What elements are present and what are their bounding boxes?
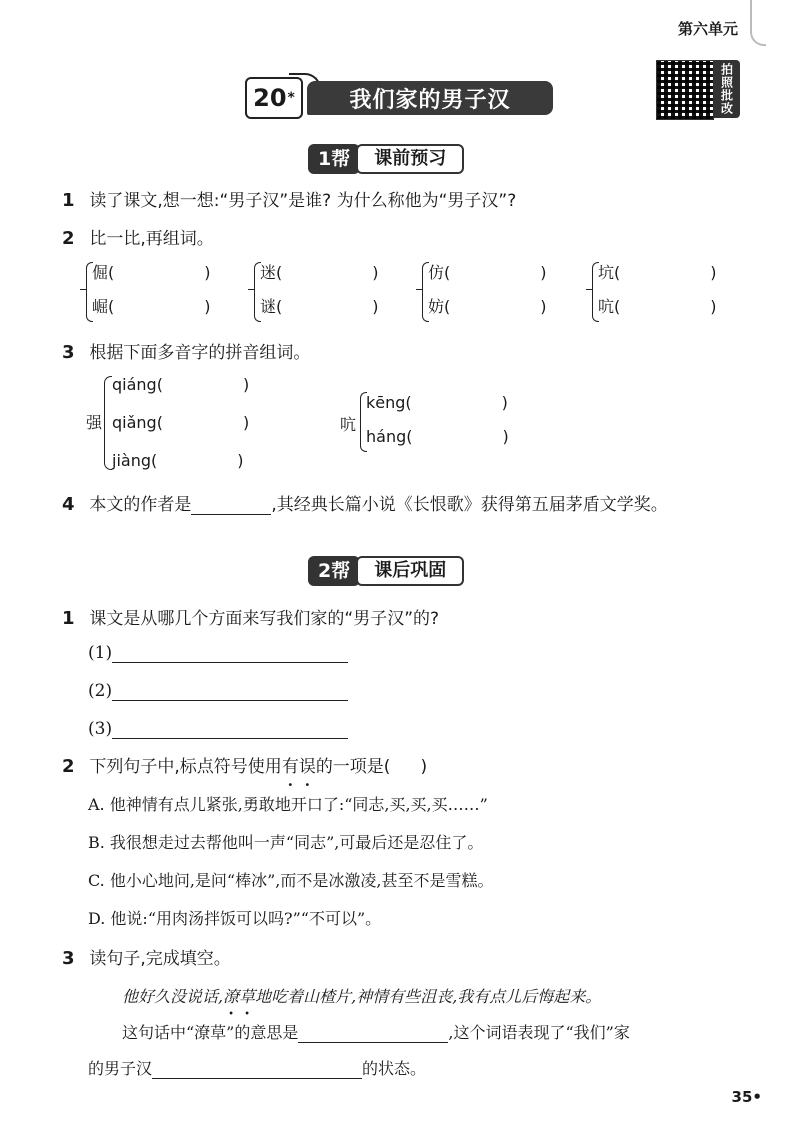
section-tag: 1帮: [308, 144, 360, 174]
brace-tick: [80, 289, 86, 290]
paren: ): [372, 263, 379, 282]
word-pair-3: [428, 256, 547, 324]
question-number: 2: [62, 228, 75, 249]
pair-char: 倔(: [92, 263, 115, 282]
paren: ): [204, 297, 211, 316]
page-number: [732, 1088, 762, 1106]
state-blank[interactable]: [152, 1059, 362, 1079]
qr-code-icon[interactable]: [656, 60, 714, 120]
pinyin: háng(: [366, 427, 413, 446]
polyphone-group-2: [366, 386, 509, 454]
review-question-1: [62, 604, 439, 629]
question-number: 3: [62, 948, 75, 969]
item-label: (3): [88, 719, 113, 739]
word-pair-2: [260, 256, 379, 324]
lesson-number-text: 20: [253, 84, 287, 112]
question-text-cont: 的一项是(: [315, 757, 391, 777]
question-text: 读了课文,想一想:“男子汉”是谁? 为什么称他为“男子汉”?: [89, 191, 517, 211]
paren: ): [710, 297, 717, 316]
pinyin: kēng(: [366, 393, 412, 412]
question-text: 课文是从哪几个方面来写我们家的“男子汉”的?: [89, 609, 440, 629]
question-number: 1: [62, 190, 75, 211]
quote-text: 他好久没说话,: [122, 987, 224, 1006]
paren: ): [710, 263, 717, 282]
pair-char: 坑(: [598, 263, 621, 282]
paren: ): [242, 413, 250, 432]
option-a: A. 他神情有点儿紧张,勇敢地开口了:“同志,买,买,买……”: [88, 795, 488, 814]
question-number: 2: [62, 756, 75, 777]
quote-text-cont: 地吃着山楂片,神情有些沮丧,我有点儿后悔起来。: [255, 987, 602, 1006]
question-number: 3: [62, 342, 75, 363]
lesson-title: 我们家的男子汉: [307, 81, 553, 115]
meaning-blank[interactable]: [298, 1023, 448, 1043]
pair-char: 仿(: [428, 263, 451, 282]
emphasis-char: 草: [239, 987, 256, 1006]
fill-text: 这句话中“潦草”的意思是: [122, 1023, 299, 1042]
answer-line-1: [88, 642, 348, 663]
answer-line-2: [88, 680, 348, 701]
page-corner-decoration: [750, 0, 766, 46]
question-text: 本文的作者是: [89, 495, 192, 515]
answer-blank[interactable]: [112, 642, 348, 663]
question-3: [62, 338, 310, 363]
lesson-number: [245, 77, 303, 119]
lesson-title-block: [245, 73, 555, 119]
polyphone-char-1: 强: [86, 413, 103, 432]
question-2: [62, 224, 214, 249]
question-text: 比一比,再组词。: [89, 229, 214, 249]
pinyin: jiàng(: [112, 451, 158, 470]
item-label: (1): [88, 643, 113, 663]
emphasis-char: 潦: [223, 987, 240, 1006]
paren: ): [420, 757, 428, 777]
word-pair-4: [598, 256, 717, 324]
paren: ): [204, 263, 211, 282]
item-label: (2): [88, 681, 113, 701]
page-dot: •: [752, 1088, 762, 1106]
paren: ): [237, 451, 244, 470]
fill-text-cont: ,这个词语表现了“我们”家: [448, 1023, 630, 1042]
paren: ): [540, 263, 547, 282]
section-name: 课后巩固: [356, 556, 464, 586]
pair-char: 妨(: [428, 297, 451, 316]
question-1: [62, 186, 516, 211]
fill-text: 的男子汉: [88, 1059, 153, 1078]
answer-blank[interactable]: [112, 718, 348, 739]
answer-line-3: [88, 718, 348, 739]
review-question-3: [62, 944, 231, 969]
quoted-sentence: [122, 984, 601, 1007]
emphasis-char: 误: [298, 757, 316, 777]
brace-tick: [586, 289, 592, 290]
section-tag: 2帮: [308, 556, 360, 586]
fill-line-2: [88, 1056, 426, 1079]
polyphone-char-2: 吭: [340, 415, 357, 434]
question-text: 根据下面多音字的拼音组词。: [89, 343, 311, 363]
emphasis-char: 有: [281, 757, 299, 777]
answer-blank[interactable]: [112, 680, 348, 701]
paren: ): [372, 297, 379, 316]
paren: ): [242, 375, 250, 394]
lesson-mark: *: [287, 90, 295, 106]
brace: [360, 392, 367, 452]
word-pair-1: [92, 256, 211, 324]
paren: ): [501, 393, 508, 412]
review-question-2: [62, 752, 427, 777]
pair-char: 谜(: [260, 297, 283, 316]
page-number-text: 35: [731, 1088, 753, 1106]
brace: [422, 262, 429, 322]
paren: ): [540, 297, 547, 316]
question-text: 读句子,完成填空。: [89, 949, 231, 969]
question-4: [62, 490, 668, 515]
brace: [104, 376, 112, 470]
question-number: 4: [62, 494, 75, 515]
option-b: B. 我很想走过去帮他叫一声“同志”,可最后还是忍住了。: [88, 833, 484, 852]
brace-tick: [416, 289, 422, 290]
fill-line-1: [122, 1020, 630, 1043]
section-header-review: [308, 554, 464, 588]
pair-char: 崛(: [92, 297, 115, 316]
pinyin: qiáng(: [112, 375, 163, 394]
option-d: D. 他说:“用肉汤拌饭可以吗?”“不可以”。: [88, 909, 382, 928]
question-number: 1: [62, 608, 75, 629]
option-c: C. 他小心地问,是问“棒冰”,而不是冰激凌,甚至不是雪糕。: [88, 871, 494, 890]
qr-label: 拍照批改: [714, 60, 740, 118]
question-text-cont: ,其经典长篇小说《长恨歌》获得第五届茅盾文学奖。: [271, 495, 668, 515]
pair-char: 迷(: [260, 263, 283, 282]
question-text: 下列句子中,标点符号使用: [89, 757, 282, 777]
polyphone-group-1: [112, 368, 249, 478]
brace-tick: [248, 289, 254, 290]
brace: [86, 262, 93, 322]
pinyin: qiǎng(: [112, 413, 163, 432]
paren: ): [502, 427, 509, 446]
fill-text-cont: 的状态。: [362, 1059, 427, 1078]
brace: [254, 262, 261, 322]
brace: [592, 262, 599, 322]
section-header-preview: [308, 142, 464, 176]
author-blank[interactable]: [191, 494, 271, 515]
pair-char: 吭(: [598, 297, 621, 316]
unit-label: 第六单元: [677, 20, 738, 38]
section-name: 课前预习: [356, 144, 464, 174]
